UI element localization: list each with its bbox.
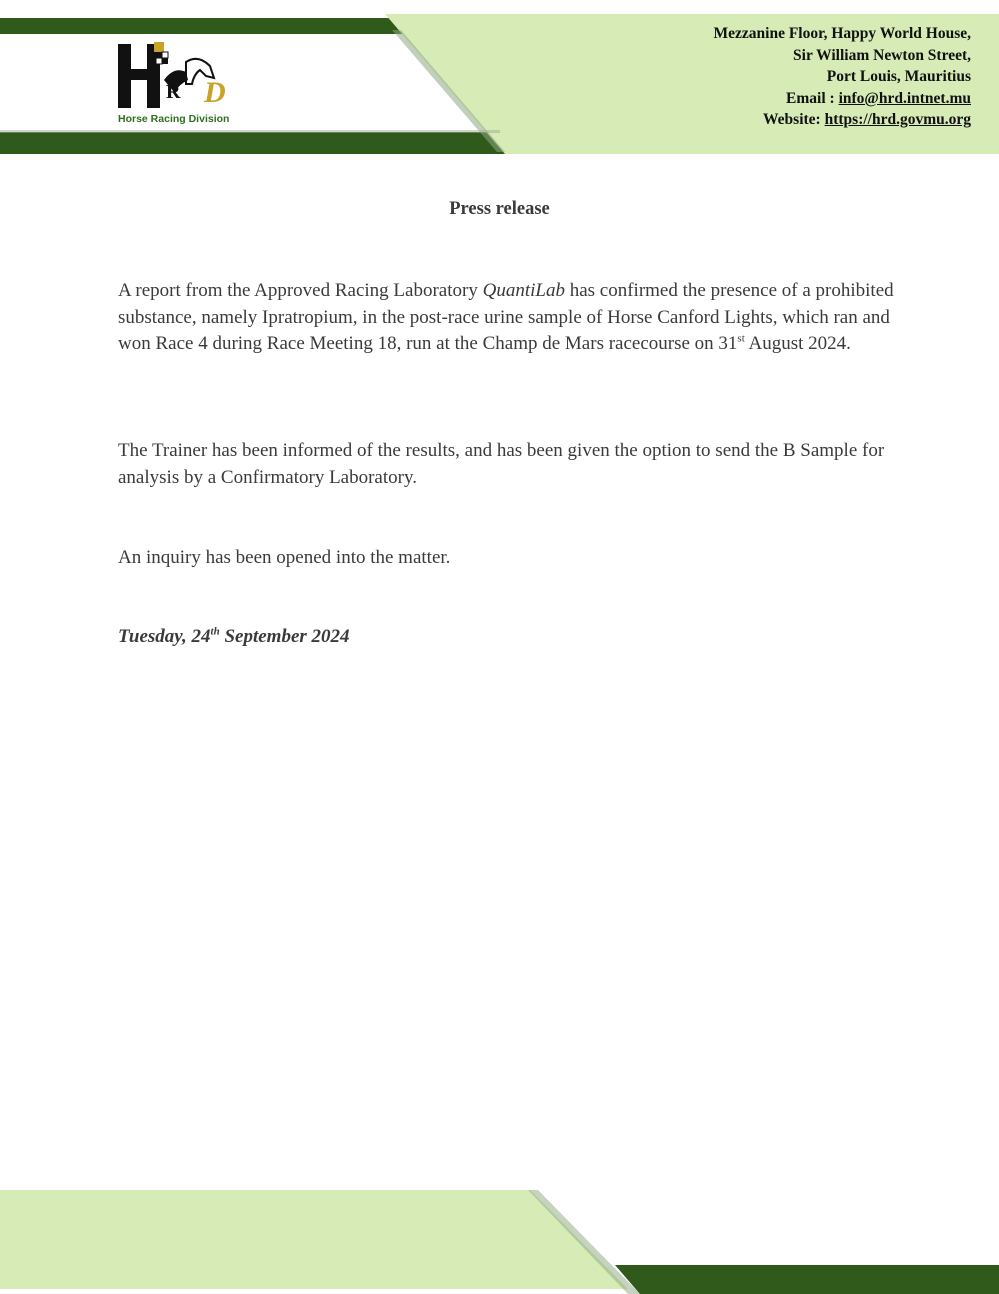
release-date	[118, 626, 350, 648]
release-date-part2: September 2024	[219, 626, 350, 647]
paragraph-inquiry: An inquiry has been opened into the matter.	[118, 547, 451, 568]
paragraph-report-text-a: A report from the Approved Racing Laboratory	[118, 280, 483, 301]
email-line	[714, 88, 971, 110]
lab-name: QuantiLab	[482, 280, 565, 301]
date-ordinal-suffix: st	[737, 333, 745, 346]
paragraph-report-text-b: has confirmed the presence of a prohibited substance, namely Ipratropium, in the post-race urine sample of Horse Canford Lights, which ran and won Race 4 during Race Meeting 18, run at the Champ de Mars racecourse on 31	[118, 280, 894, 355]
email-label: Email :	[786, 89, 839, 107]
contact-address	[714, 23, 971, 131]
paragraph-report	[118, 278, 898, 358]
email-link[interactable]: info@hrd.intnet.mu	[838, 89, 971, 107]
address-line-3: Port Louis, Mauritius	[826, 68, 971, 85]
website-link[interactable]: https://hrd.govmu.org	[824, 111, 971, 128]
paragraph-trainer: The Trainer has been informed of the results, and has been given the option to send the B Sample for analysis by a Confirmatory Laboratory.	[118, 440, 885, 488]
release-date-suffix: th	[210, 625, 220, 638]
svg-text:R: R	[166, 81, 181, 103]
release-date-part1: Tuesday, 24	[118, 626, 211, 647]
address-line-2: Sir William Newton Street,	[793, 46, 971, 64]
website-label: Website:	[763, 111, 825, 128]
svg-text:D: D	[204, 76, 226, 109]
logo-caption: Horse Racing Division	[118, 113, 230, 125]
paragraph-report-text-c: August 2024.	[744, 333, 851, 355]
footer-band	[0, 1185, 999, 1294]
website-line	[714, 109, 971, 131]
address-line-1: Mezzanine Floor, Happy World House,	[713, 25, 971, 42]
page-title: Press release	[449, 199, 550, 219]
hrd-logo	[116, 40, 241, 128]
